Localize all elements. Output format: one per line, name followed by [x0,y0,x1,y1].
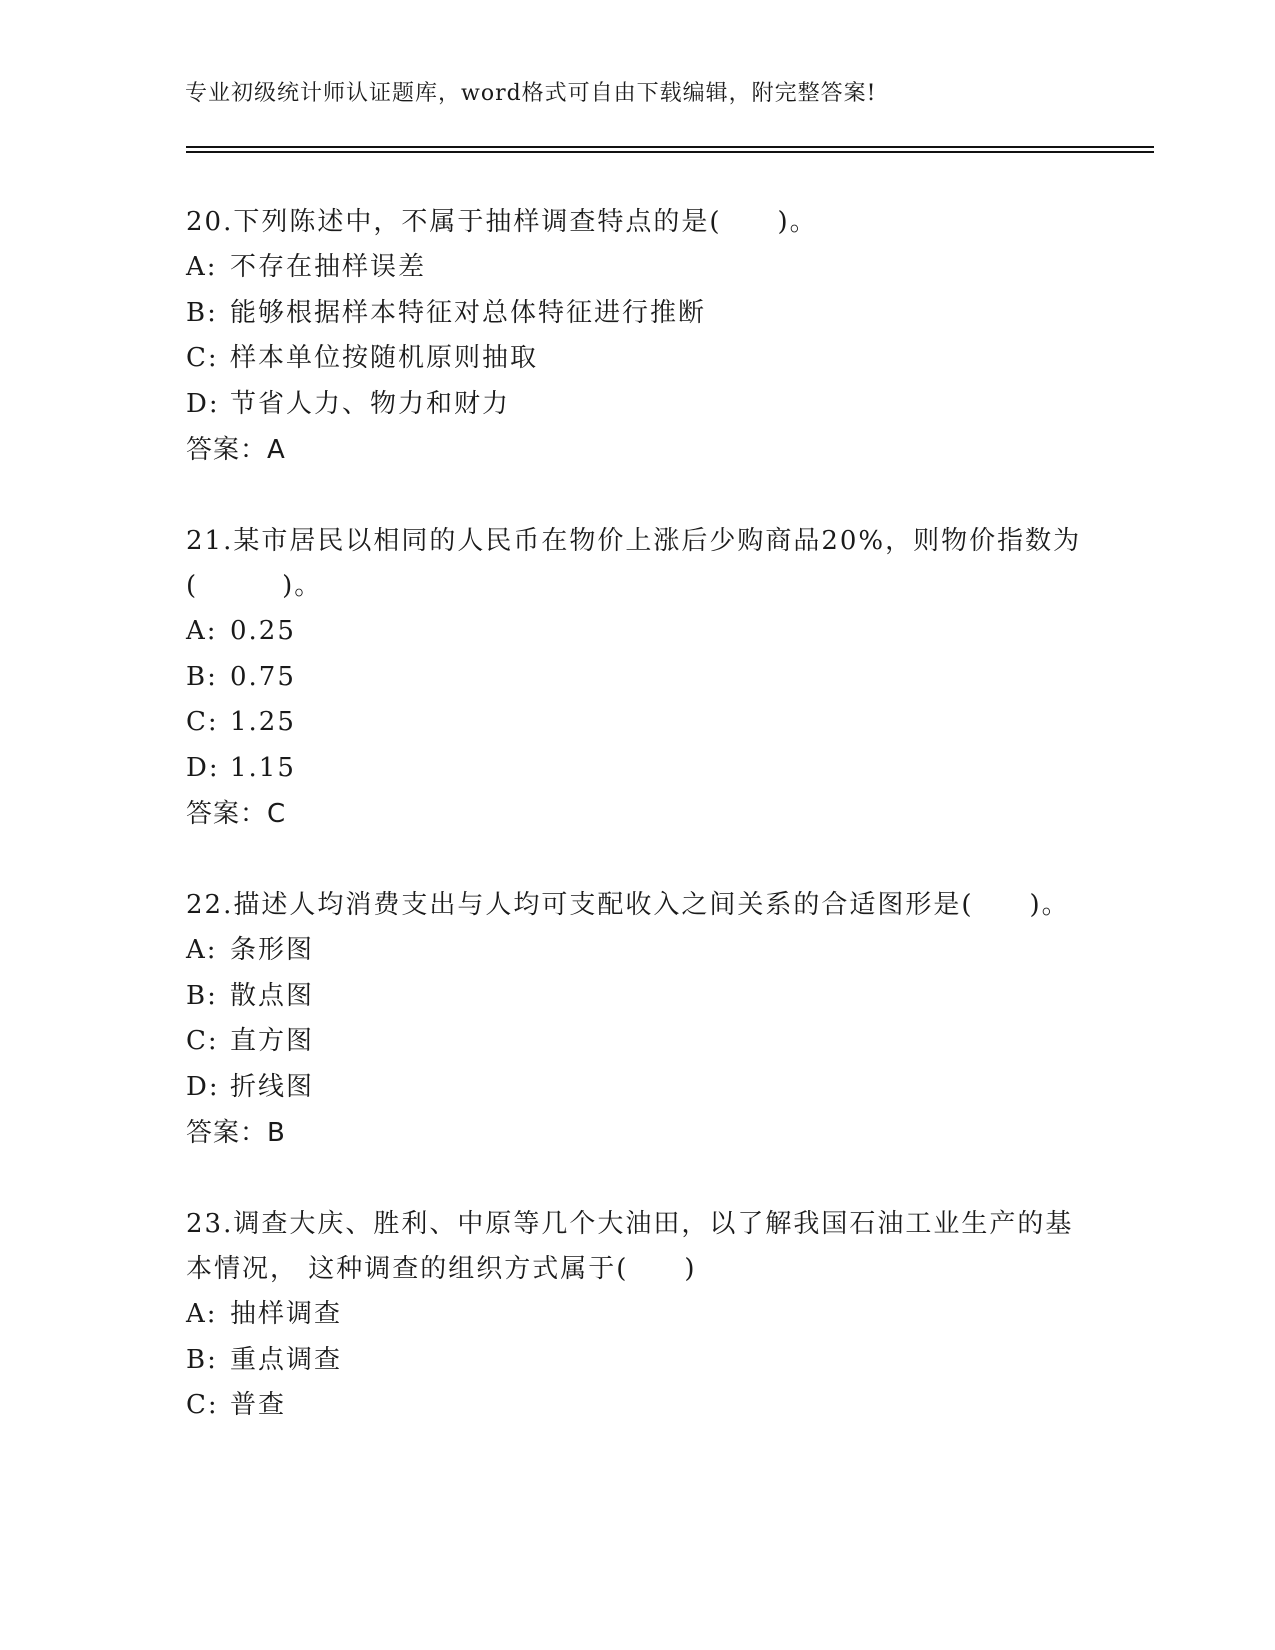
option-a [186,1292,1086,1338]
option-text: 0.25 [230,616,296,646]
option-key: A: [186,252,218,282]
option-text: 重点调查 [230,1344,343,1375]
option-c [186,1019,1086,1065]
option-text: 普查 [230,1390,287,1420]
answer-line: 答案：B [186,1118,286,1148]
option-text: 能够根据样本特征对总体特征进行推断 [230,297,707,328]
option-key: B: [186,980,218,1011]
answer-line: 答案：A [186,435,286,465]
option-text: 样本单位按随机原则抽取 [230,343,539,373]
option-key: D: [186,388,220,419]
option-key: B: [186,661,218,692]
question-stem: 21.某市居民以相同的人民币在物价上涨后少购商品20%，则物价指数为( )。 [186,526,1082,601]
option-key: C: [186,1026,219,1056]
question-22 [186,883,1086,1156]
option-key: C: [186,707,219,737]
question-stem: 22.描述人均消费支出与人均可支配收入之间关系的合适图形是( )。 [186,890,1070,920]
option-key: C: [186,343,219,373]
question-23 [186,1202,1086,1429]
question-stem: 20.下列陈述中，不属于抽样调查特点的是( )。 [186,207,818,237]
option-b [186,655,1086,701]
option-key: A: [186,1299,218,1329]
option-text: 直方图 [230,1026,315,1056]
option-text: 1.15 [230,752,296,783]
option-key: B: [186,297,218,328]
option-c [186,700,1086,746]
option-b [186,1338,1086,1384]
option-a [186,609,1086,655]
option-key: D: [186,1071,220,1102]
option-c [186,336,1086,382]
header-rule-top [186,146,1154,148]
option-a [186,928,1086,974]
answer-line: 答案：C [186,799,287,829]
option-key: A: [186,935,218,965]
option-key: D: [186,752,220,783]
option-b [186,974,1086,1020]
question-21 [186,519,1086,837]
question-20 [186,200,1086,473]
question-list [186,200,1086,1475]
option-key: A: [186,616,218,646]
option-text: 抽样调查 [230,1299,343,1329]
option-text: 条形图 [230,935,315,965]
option-text: 折线图 [230,1071,315,1102]
option-d [186,1065,1086,1111]
option-d [186,746,1086,792]
page-header-text: 专业初级统计师认证题库，word格式可自由下载编辑，附完整答案! [185,81,877,106]
option-b [186,291,1086,337]
option-d [186,382,1086,428]
header-rule-bottom [186,151,1154,153]
option-text: 不存在抽样误差 [230,252,427,282]
question-stem: 23.调查大庆、胜利、中原等几个大油田，以了解我国石油工业生产的基本情况， 这种调查的组织方式属于( ) [186,1209,1074,1284]
option-text: 节省人力、物力和财力 [230,388,511,419]
option-c [186,1383,1086,1429]
option-key: C: [186,1390,219,1420]
option-text: 散点图 [230,980,315,1011]
option-text: 0.75 [230,661,296,692]
option-key: B: [186,1344,218,1375]
option-text: 1.25 [230,707,296,737]
option-a [186,245,1086,291]
